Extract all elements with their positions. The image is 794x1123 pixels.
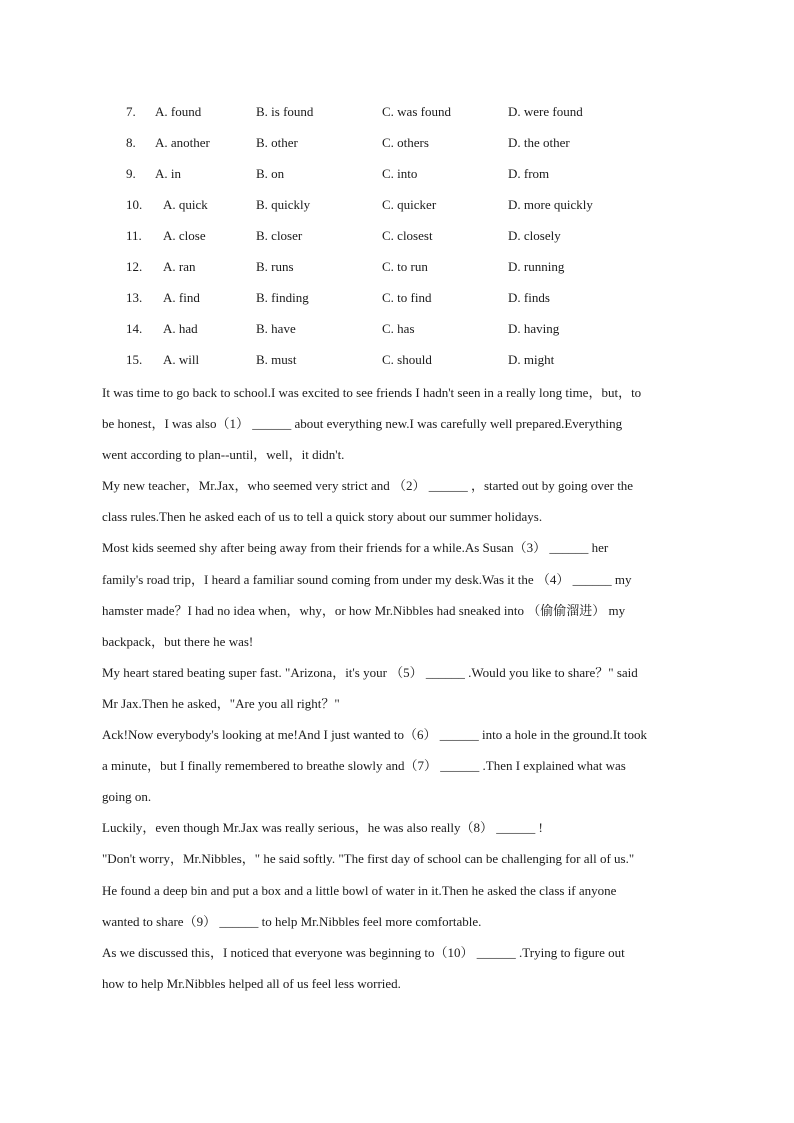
- option-a: A. quick: [163, 197, 208, 212]
- passage-line: going on.: [102, 789, 152, 805]
- question-row: [0, 158, 794, 189]
- option-c: C. to run: [382, 259, 428, 274]
- question-row: [0, 127, 794, 158]
- option-d: D. from: [508, 166, 550, 181]
- option-d: D. were found: [508, 104, 583, 119]
- passage-line: Most kids seemed shy after being away from their friends for a while.As Susan（3） ______ her: [102, 540, 609, 556]
- passage-line: Ack!Now everybody's looking at me!And I just wanted to（6） ______ into a hole in the ground.It took: [102, 727, 648, 743]
- passage-line: a minute，but I finally remembered to breathe slowly and（7） ______ .Then I explained what was: [102, 758, 626, 774]
- question-number: 7.: [126, 104, 136, 119]
- option-b: B. finding: [256, 290, 309, 305]
- option-b: B. other: [256, 135, 298, 150]
- passage-line: hamster made？I had no idea when，why，or how Mr.Nibbles had sneaked into （偷偷溜进） my: [102, 602, 626, 618]
- question-number: 8.: [126, 135, 136, 150]
- passage-line: class rules.Then he asked each of us to tell a quick story about our summer holidays.: [102, 509, 543, 525]
- question-row: [0, 313, 794, 344]
- passage-line: wanted to share（9） ______ to help Mr.Nibbles feel more comfortable.: [102, 913, 482, 929]
- option-a: A. ran: [163, 259, 196, 274]
- passage-line: how to help Mr.Nibbles helped all of us feel less worried.: [102, 975, 401, 991]
- option-c: C. should: [382, 352, 432, 367]
- option-b: B. must: [256, 352, 297, 367]
- question-number: 13.: [126, 290, 143, 305]
- question-row: [0, 220, 794, 251]
- passage-line: be honest，I was also（1） ______ about everything new.I was carefully well prepared.Everything: [102, 416, 623, 432]
- option-a: A. find: [163, 290, 200, 305]
- question-row: [0, 96, 794, 127]
- option-d: D. closely: [508, 228, 561, 243]
- option-b: B. quickly: [256, 197, 311, 212]
- option-a: A. another: [155, 135, 210, 150]
- option-d: D. might: [508, 352, 555, 367]
- option-d: D. the other: [508, 135, 570, 150]
- passage-line: "Don't worry，Mr.Nibbles，" he said softly. "The first day of school can be challenging for all of us.": [102, 851, 635, 867]
- passage-line: He found a deep bin and put a box and a little bowl of water in it.Then he asked the class if anyone: [102, 882, 617, 898]
- option-a: A. will: [163, 352, 200, 367]
- passage-line: It was time to go back to school.I was excited to see friends I hadn't seen in a really long time，but，to: [102, 385, 642, 400]
- option-d: D. running: [508, 259, 565, 274]
- option-c: C. quicker: [382, 197, 437, 212]
- cloze-passage: [102, 377, 694, 999]
- question-number: 15.: [126, 352, 143, 367]
- question-number: 10.: [126, 197, 143, 212]
- option-b: B. on: [256, 166, 285, 181]
- option-a: A. found: [155, 104, 202, 119]
- passage-line: Luckily，even though Mr.Jax was really serious，he was also really（8） ______ !: [102, 820, 543, 836]
- option-b: B. closer: [256, 228, 303, 243]
- option-c: C. others: [382, 135, 429, 150]
- option-c: C. has: [382, 321, 415, 336]
- option-a: A. had: [163, 321, 198, 336]
- passage-line: My new teacher，Mr.Jax，who seemed very strict and （2） ______ ，started out by going over the: [102, 478, 634, 494]
- option-b: B. is found: [256, 104, 314, 119]
- passage-line: backpack，but there he was!: [102, 633, 254, 649]
- option-b: B. runs: [256, 259, 294, 274]
- question-number: 11.: [126, 228, 142, 243]
- question-row: [0, 282, 794, 313]
- option-c: C. was found: [382, 104, 451, 119]
- passage-line: As we discussed this，I noticed that everyone was beginning to（10） ______ .Trying to figure out: [102, 944, 625, 960]
- question-number: 9.: [126, 166, 136, 181]
- option-d: D. more quickly: [508, 197, 593, 212]
- option-d: D. finds: [508, 290, 550, 305]
- passage-line: went according to plan--until，well，it didn't.: [102, 447, 345, 463]
- option-a: A. in: [155, 166, 181, 181]
- question-number: 14.: [126, 321, 143, 336]
- option-c: C. to find: [382, 290, 432, 305]
- question-number: 12.: [126, 259, 143, 274]
- option-d: D. having: [508, 321, 560, 336]
- question-row: [0, 344, 794, 375]
- option-c: C. closest: [382, 228, 433, 243]
- option-c: C. into: [382, 166, 418, 181]
- question-row: [0, 251, 794, 282]
- passage-line: Mr Jax.Then he asked，"Are you all right？": [102, 695, 340, 711]
- option-a: A. close: [163, 228, 206, 243]
- passage-line: My heart stared beating super fast. "Arizona，it's your （5） ______ .Would you like to share？" said: [102, 664, 638, 680]
- option-b: B. have: [256, 321, 296, 336]
- passage-line: family's road trip，I heard a familiar sound coming from under my desk.Was it the （4） ______ my: [102, 571, 632, 587]
- question-row: [0, 189, 794, 220]
